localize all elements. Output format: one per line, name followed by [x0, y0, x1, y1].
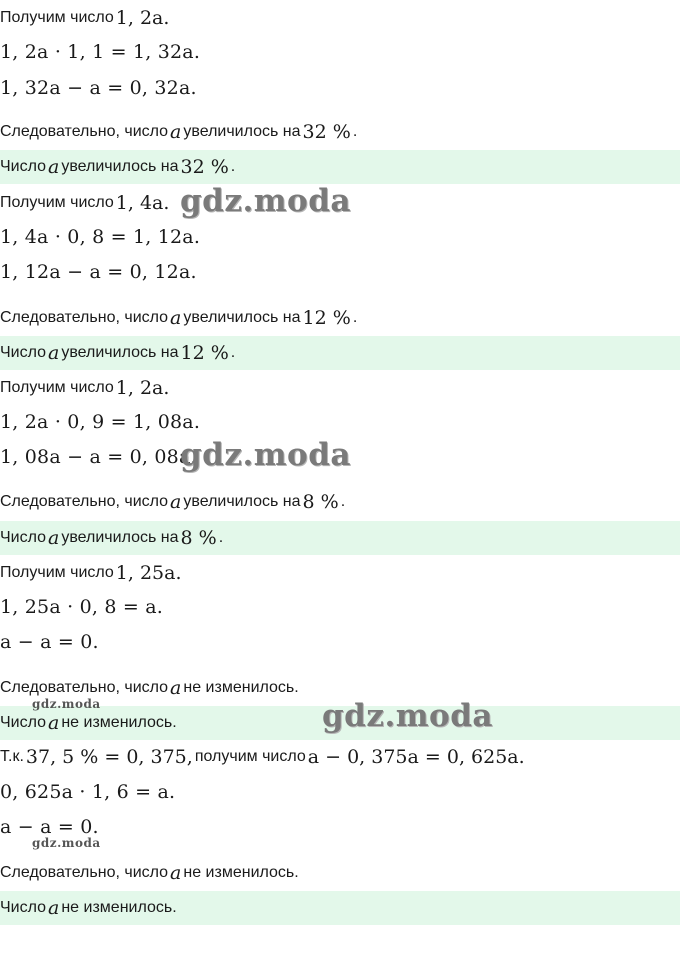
variable: a — [48, 527, 60, 549]
intro-text: Получим число — [0, 194, 114, 211]
intro-line — [0, 742, 680, 772]
percent-value: 8 % — [180, 527, 217, 549]
intro-text: Получим число — [0, 379, 114, 396]
conclusion-text: Следовательно, число — [0, 123, 169, 140]
conclusion-text: Следовательно, число — [0, 679, 169, 696]
answer-box — [0, 521, 680, 555]
math-step: 1, 08a − a = 0, 08a. — [0, 446, 197, 468]
math-step: 1, 4a · 0, 8 = 1, 12a. — [0, 226, 201, 248]
intro-text: Получим число — [0, 564, 114, 581]
answer-text: Число — [0, 714, 47, 731]
answer-text: не изменилось. — [61, 899, 177, 916]
answer-text: Число — [0, 344, 47, 361]
percent-value: 8 % — [302, 491, 339, 513]
percent-value: 12 % — [302, 307, 351, 329]
conclusion-line — [0, 487, 680, 517]
conclusion-text: не изменилось. — [183, 864, 299, 881]
math-step: 0, 625a · 1, 6 = a. — [0, 781, 176, 803]
answer-text: Число — [0, 158, 47, 175]
conclusion-suffix: . — [352, 123, 358, 140]
answer-suffix: . — [230, 158, 236, 175]
percent-value: 32 % — [302, 121, 351, 143]
watermark-logo: gdz.moda — [322, 698, 493, 734]
conclusion-text: не изменилось. — [183, 679, 299, 696]
intro-math: 1, 2a. — [115, 7, 170, 29]
answer-suffix: . — [230, 344, 236, 361]
conclusion-line — [0, 858, 680, 888]
watermark-logo: gdz.moda — [32, 836, 101, 850]
percent-value: 32 % — [180, 156, 229, 178]
intro-math: a − 0, 375a = 0, 625a. — [307, 746, 525, 768]
answer-text: Число — [0, 529, 47, 546]
conclusion-suffix: . — [352, 309, 358, 326]
answer-text: увеличилось на — [61, 529, 179, 546]
math-step: 1, 2a · 0, 9 = 1, 08a. — [0, 411, 201, 433]
variable: a — [170, 491, 182, 513]
conclusion-text: увеличилось на — [183, 309, 301, 326]
variable: a — [48, 897, 60, 919]
variable: a — [170, 862, 182, 884]
math-step: 1, 12a − a = 0, 12a. — [0, 261, 197, 283]
intro-text: Т.к. — [0, 748, 24, 765]
variable: a — [170, 307, 182, 329]
conclusion-text: Следовательно, число — [0, 309, 169, 326]
answer-box — [0, 150, 680, 184]
percent-value: 12 % — [180, 342, 229, 364]
watermark-logo: gdz.moda — [180, 437, 351, 473]
conclusion-text: увеличилось на — [183, 493, 301, 510]
intro-line — [0, 558, 680, 588]
variable: a — [48, 156, 60, 178]
answer-text: увеличилось на — [61, 158, 179, 175]
answer-text: увеличилось на — [61, 344, 179, 361]
intro-math: 1, 4a. — [115, 192, 170, 214]
intro-line — [0, 373, 680, 403]
math-step: a − a = 0. — [0, 816, 99, 838]
variable: a — [48, 712, 60, 734]
watermark-logo: gdz.moda — [180, 183, 351, 219]
conclusion-suffix: . — [340, 493, 346, 510]
intro-line — [0, 4, 680, 32]
answer-text: Число — [0, 899, 47, 916]
answer-text: не изменилось. — [61, 714, 177, 731]
answer-box — [0, 336, 680, 370]
math-step: 1, 25a · 0, 8 = a. — [0, 596, 164, 618]
conclusion-text: увеличилось на — [183, 123, 301, 140]
variable: a — [170, 121, 182, 143]
variable: a — [170, 677, 182, 699]
conclusion-line — [0, 303, 680, 333]
conclusion-line — [0, 117, 680, 147]
intro-text: получим число — [194, 748, 306, 765]
intro-math: 1, 2a. — [115, 377, 170, 399]
answer-suffix: . — [218, 529, 224, 546]
watermark-logo: gdz.moda — [32, 697, 101, 711]
math-step: 1, 32a − a = 0, 32a. — [0, 77, 197, 99]
conclusion-text: Следовательно, число — [0, 864, 169, 881]
intro-math: 37, 5 % = 0, 375, — [25, 746, 193, 768]
math-step: a − a = 0. — [0, 631, 99, 653]
variable: a — [48, 342, 60, 364]
answer-box — [0, 891, 680, 925]
math-step: 1, 2a · 1, 1 = 1, 32a. — [0, 41, 201, 63]
intro-math: 1, 25a. — [115, 562, 182, 584]
intro-text: Получим число — [0, 9, 114, 26]
conclusion-text: Следовательно, число — [0, 493, 169, 510]
